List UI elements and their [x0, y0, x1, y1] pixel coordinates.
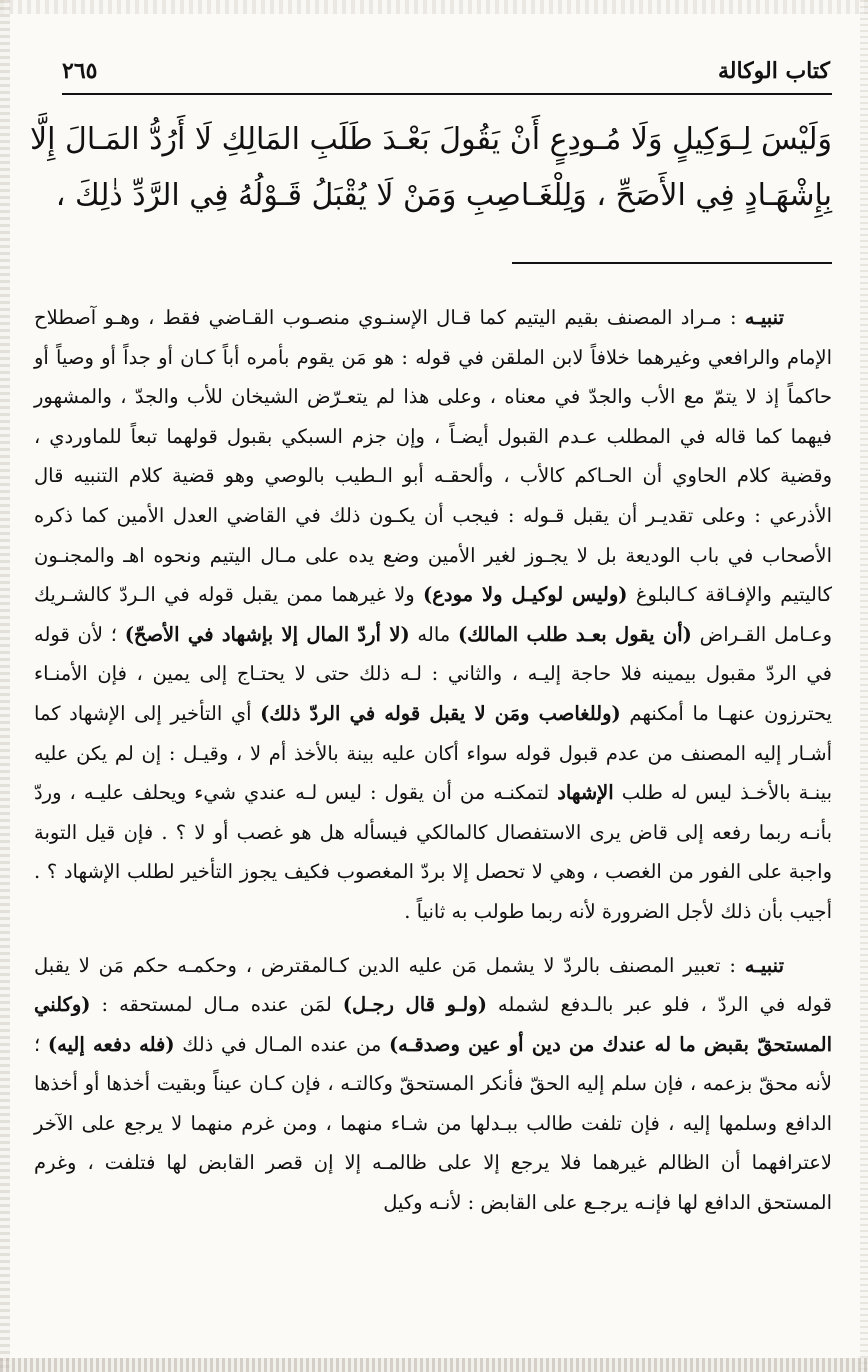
commentary-paragraph-2 — [34, 946, 832, 1223]
page-edge-bottom — [0, 1358, 868, 1372]
chapter-title: كتاب الوكالة — [717, 58, 830, 84]
commentary-text: ؛ لأن قوله في الردّ مقبول بيمينه فلا حاجة إليـه ، والثاني : لـه ذلك حتى لا يحتـاج إلى يمين ، فإن الأمنـاء يحترزون عنهـا ما أمكنهم — [34, 622, 832, 725]
commentary-text: لمَن عنده مـال لمستحقه : — [90, 993, 343, 1017]
commentary — [34, 298, 832, 1223]
commentary-text: ؛ لأنه محقّ بزعمه ، فإن سلم إليه الحقّ فأنكر المستحقّ وكالتـه ، فإن كـان عيناً وبقيت أخذها أو أخذها الدافع وسلمها إليه ، فإن تلفت طالب ببـدلها من شـاء منهما ، ومن غرم منهما لا يرجع على الآخر لاعترافهما أن الظالم غيرهما فلا يرجع إلا على ظالمـه إلا إن قصر القابض لها فتلفت ، وغرم المستحق الدافع لها فإنـه يرجـع على القابض : لأنـه وكيل — [34, 1032, 832, 1215]
page-edge-left — [0, 0, 10, 1372]
matn-separator — [512, 262, 832, 264]
matn-quote: (فله دفعه إليه) — [47, 1032, 175, 1056]
matn-quote: (وليس لوكيـل ولا مودع) — [423, 583, 628, 607]
matn-quote: (ولـو قال رجـل) — [342, 993, 487, 1017]
commentary-text: من عنده المـال في ذلك — [174, 1032, 389, 1056]
tanbih-label: تنبيـه — [744, 953, 784, 977]
tanbih-label: تنبيـه — [744, 306, 784, 329]
header-rule — [62, 93, 832, 95]
matn-quote: (وكلني المستحقّ بقبض ما له عندك من دين أو عين وصدقـه) — [34, 993, 832, 1056]
matn-text: وَلَيْسَ لِـوَكِيلٍ وَلَا مُـودِعٍ أَنْ يَقُولَ بَعْـدَ طَلَبِ المَالِكِ لَا أَرُدُّ المَـالَ إِلَّا بِإِشْهَـادٍ فِي الأَصَحِّ ، وَلِلْغَـاصِبِ وَمَنْ لَا يُقْبَلُ قَـوْلُهُ فِي الرَّدِّ ذٰلِكَ ، — [30, 122, 832, 213]
page-edge-top — [0, 0, 868, 14]
commentary-text: أي التأخير إلى الإشهاد كما أشـار إليه المصنف من عدم قبول قوله سواء أكان عليه بينة بالأخذ أم لا ، وقيـل : إن لم يكن عليه بينـة بالأخـذ ليس له طلب — [34, 701, 832, 805]
matn-quote: (لا أردّ المال إلا بإشهاد في الأصحّ) — [124, 622, 410, 646]
commentary-text: : تعبير المصنف بالردّ لا يشمل مَن عليه الدين كـالمقترض ، وحكمـه حكم مَن لا يقبل قوله في الردّ ، فلو عبر بالـدفع لشمله — [34, 953, 832, 1017]
matn-quote: (وللغاصب ومَن لا يقبل قوله في الردّ ذلك) — [260, 701, 621, 725]
commentary-text: لتمكنـه من أن يقول : ليس لـه عندي شيء ويحلف عليـه ، وردّ بأنـه ربما رفعه إلى قاض يرى الاستفصال كالمالكي فيسأله هل هو غصب أو لا ؟ . فإن قيل التوبة واجبة على الفور من الغصب ، وهي لا تحصل إلا بردّ المغصوب فكيف يجوز التأخير لطلب الإشهاد ؟ . أجيب بأن ذلك لأجل الضرورة لأنه ربما طولب به ثانياً . — [34, 781, 832, 923]
commentary-text: : مـراد المصنف بقيم اليتيم كما قـال الإسنـوي منصـوب القـاضي فقط ، وهـو آصطلاح الإمام والرافعي وغيرهما خلافاً لابن الملقن في قوله : هو مَن يقوم بأمره أباً كـان أو جداً أو وصياً أو حاكماً إذ لا يتمّ مع الأب والجدّ في معناه ، وعلى هذا لم يتعـرّض الشيخان للأب والجدّ ، والمشهور فيهما كما قاله في المطلب عـدم القبول أيضـاً ، وإن جزم السبكي بقبول قولهما تبعاً للماوردي ، وقضية كلام الحاوي أن الحـاكم كالأب ، وألحقـه أبو الـطيب بالوصي وهو قضية كلام التنبيه قال الأذرعي : وعلى تقديـر أن يقبل قـوله : فيجب أن يكـون ذلك في القاضي العدل الأمين كما ذكره الأصحاب في باب الوديعة بل لا يجـوز لغير الأمين وضع يده على مـال اليتيم ونحوه اهـ والمجنـون كاليتيم والإفـاقة كـالبلوغ — [34, 306, 833, 607]
running-header — [62, 58, 830, 92]
matn-quote: (أن يقول بعـد طلب المالك) — [457, 622, 692, 646]
commentary-paragraph-1 — [34, 298, 832, 932]
commentary-text: ماله — [409, 622, 458, 646]
page-edge-right — [860, 0, 868, 1372]
emphasis: الإشهاد — [557, 781, 614, 805]
page-number: ٢٦٥ — [62, 58, 98, 84]
commentary-text: ولا غيرهما ممن يقبل قوله في الـردّ كالشـريك وعـامل القـراض — [34, 583, 832, 646]
